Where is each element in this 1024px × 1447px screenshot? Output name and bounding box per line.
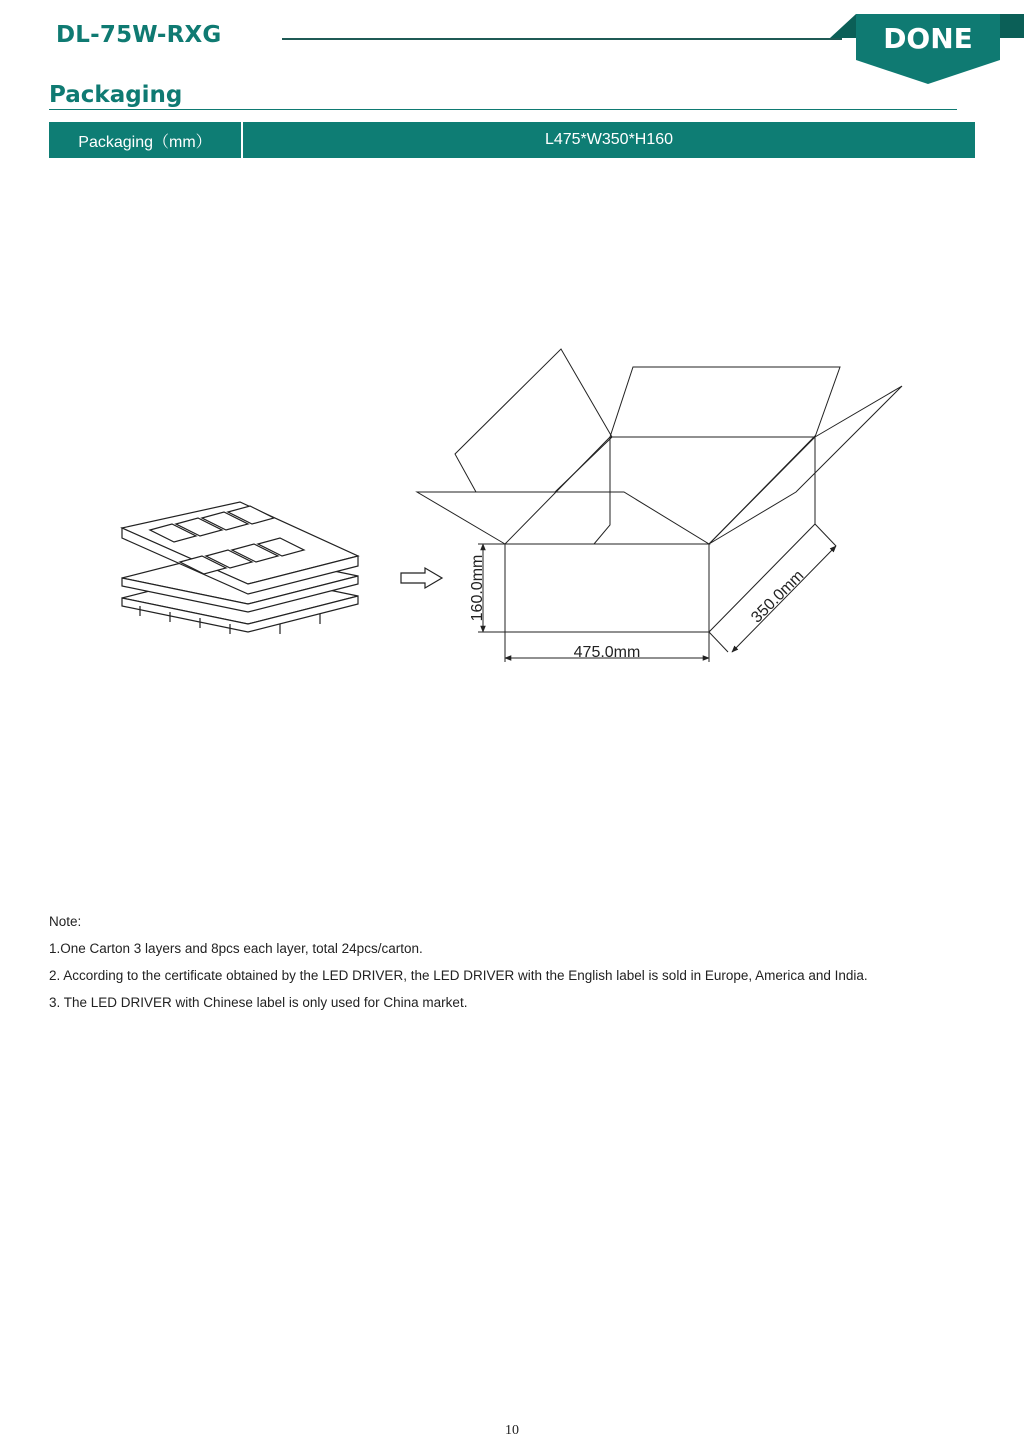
dim-width-label: 350.0mm: [748, 567, 808, 627]
notes-heading: Note:: [49, 914, 82, 929]
packaging-diagram: [110, 340, 910, 670]
dim-height-label: 160.0mm: [469, 554, 486, 622]
section-divider: [49, 109, 957, 110]
logo-text: DONE: [883, 22, 973, 55]
right-arrow-icon: [401, 568, 442, 588]
notes: [49, 913, 868, 1021]
section-title: Packaging: [49, 82, 183, 108]
stacked-trays-icon: [122, 502, 358, 634]
header-divider: [282, 38, 842, 40]
model-title: DL-75W-RXG: [56, 22, 222, 48]
open-carton-icon: [417, 349, 902, 662]
note-item: 2. According to the certificate obtained by the LED DRIVER, the LED DRIVER with the English label is sold in Europe, America and India.: [49, 968, 868, 983]
page-number: 10: [505, 1423, 519, 1438]
done-logo: [830, 12, 1024, 86]
dim-length-label: 475.0mm: [573, 644, 641, 661]
note-item: 1.One Carton 3 layers and 8pcs each layer, total 24pcs/carton.: [49, 941, 423, 956]
spec-value: L475*W350*H160: [544, 131, 674, 148]
packaging-spec-table: [49, 122, 975, 158]
note-item: 3. The LED DRIVER with Chinese label is only used for China market.: [49, 995, 468, 1010]
spec-label: Packaging（mm）: [49, 122, 243, 158]
